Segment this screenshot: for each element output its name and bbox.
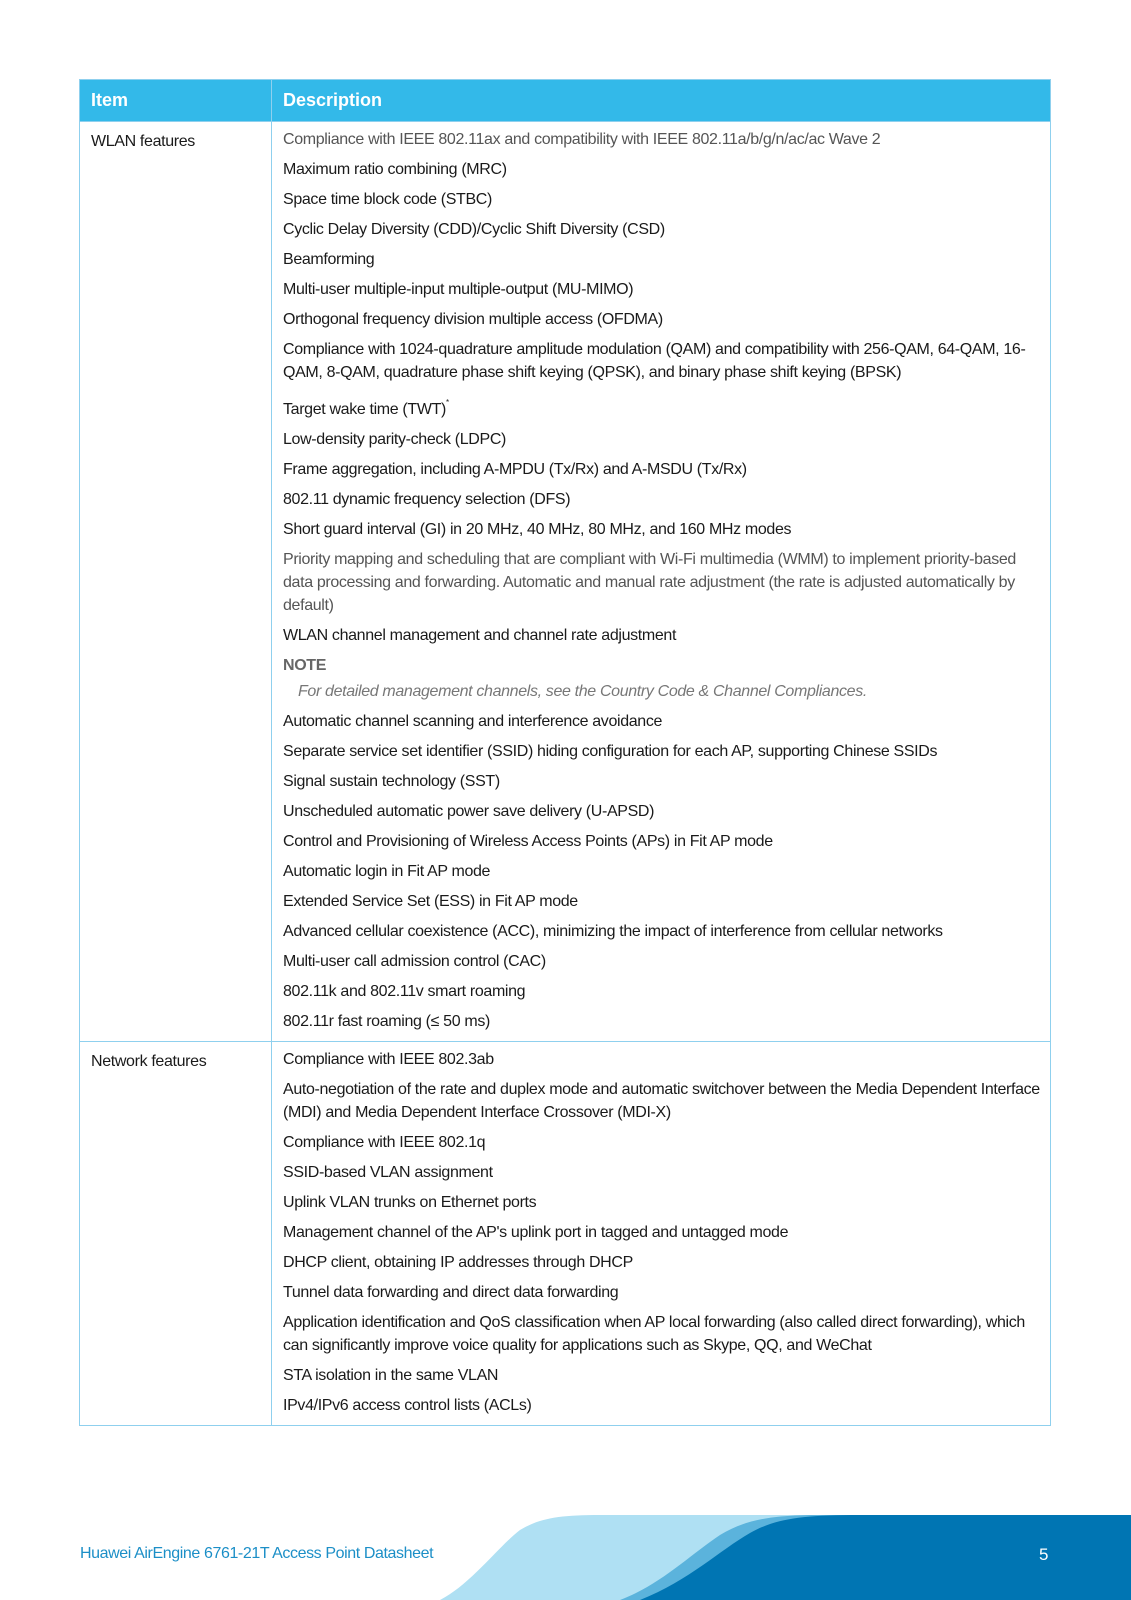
list-item: Uplink VLAN trunks on Ethernet ports bbox=[283, 1194, 537, 1211]
table-row-wlan bbox=[80, 122, 1051, 1042]
feature-list bbox=[283, 1048, 1040, 1417]
list-item: Automatic login in Fit AP mode bbox=[283, 863, 491, 880]
list-item: Compliance with IEEE 802.1q bbox=[283, 1134, 486, 1151]
note-body: For detailed management channels, see the Country Code & Channel Compliances. bbox=[298, 683, 867, 700]
list-item: SSID-based VLAN assignment bbox=[283, 1164, 493, 1181]
list-item: Multi-user call admission control (CAC) bbox=[283, 953, 546, 970]
list-item: Separate service set identifier (SSID) hiding configuration for each AP, supporting Chinese SSIDs bbox=[283, 743, 938, 760]
footer-document-title: Huawei AirEngine 6761-21T Access Point Datasheet bbox=[80, 1545, 434, 1562]
note-title: NOTE bbox=[283, 657, 327, 674]
list-item: Management channel of the AP's uplink port in tagged and untagged mode bbox=[283, 1224, 789, 1241]
feature-list bbox=[283, 128, 1040, 1033]
list-item: Frame aggregation, including A-MPDU (Tx/Rx) and A-MSDU (Tx/Rx) bbox=[283, 461, 747, 478]
list-item: 802.11 dynamic frequency selection (DFS) bbox=[283, 491, 571, 508]
list-item: 802.11k and 802.11v smart roaming bbox=[283, 983, 526, 1000]
list-item: Extended Service Set (ESS) in Fit AP mode bbox=[283, 893, 578, 910]
list-item: IPv4/IPv6 access control lists (ACLs) bbox=[283, 1397, 532, 1414]
list-item: Tunnel data forwarding and direct data forwarding bbox=[283, 1284, 619, 1301]
list-item: WLAN channel management and channel rate adjustment bbox=[283, 627, 677, 644]
list-item: Signal sustain technology (SST) bbox=[283, 773, 500, 790]
footnote-mark: * bbox=[446, 398, 449, 407]
list-item: Unscheduled automatic power save delivery (U-APSD) bbox=[283, 803, 655, 820]
header-item: Item bbox=[80, 80, 272, 122]
list-item: Compliance with IEEE 802.3ab bbox=[283, 1051, 494, 1068]
list-item: Cyclic Delay Diversity (CDD)/Cyclic Shift Diversity (CSD) bbox=[283, 221, 665, 238]
list-item: Automatic channel scanning and interference avoidance bbox=[283, 713, 663, 730]
list-item: DHCP client, obtaining IP addresses through DHCP bbox=[283, 1254, 633, 1271]
header-description: Description bbox=[272, 80, 1051, 122]
list-item: Multi-user multiple-input multiple-output (MU-MIMO) bbox=[283, 281, 634, 298]
list-item: Maximum ratio combining (MRC) bbox=[283, 161, 507, 178]
item-label: WLAN features bbox=[80, 122, 272, 1042]
list-item: Compliance with IEEE 802.11ax and compatibility with IEEE 802.11a/b/g/n/ac/ac Wave 2 bbox=[283, 131, 881, 148]
list-item bbox=[283, 391, 1040, 421]
description-cell bbox=[272, 1042, 1051, 1426]
description-cell bbox=[272, 122, 1051, 1042]
list-item: Application identification and QoS classification when AP local forwarding (also called direct forwarding), which can significantly improve voice quality for applications such as Skype, QQ, and WeChat bbox=[283, 1314, 1025, 1354]
list-item: 802.11r fast roaming (≤ 50 ms) bbox=[283, 1013, 490, 1030]
list-item: Auto-negotiation of the rate and duplex mode and automatic switchover between the Media Dependent Interface (MDI) and Media Dependent Interface Crossover (MDI-X) bbox=[283, 1081, 1040, 1121]
list-item: Short guard interval (GI) in 20 MHz, 40 MHz, 80 MHz, and 160 MHz modes bbox=[283, 521, 792, 538]
list-item-text: Target wake time (TWT) bbox=[283, 401, 446, 418]
list-item: Beamforming bbox=[283, 251, 375, 268]
table-header-row bbox=[80, 80, 1051, 122]
list-item: STA isolation in the same VLAN bbox=[283, 1367, 499, 1384]
list-item: Control and Provisioning of Wireless Access Points (APs) in Fit AP mode bbox=[283, 833, 773, 850]
list-item: Orthogonal frequency division multiple access (OFDMA) bbox=[283, 311, 663, 328]
list-item: Advanced cellular coexistence (ACC), minimizing the impact of interference from cellular networks bbox=[283, 923, 943, 940]
spec-table bbox=[79, 79, 1051, 1426]
list-item: Low-density parity-check (LDPC) bbox=[283, 431, 507, 448]
page-number: 5 bbox=[1039, 1545, 1049, 1564]
list-item: Compliance with 1024-quadrature amplitude modulation (QAM) and compatibility with 256-QAM, 64-QAM, 16-QAM, 8-QAM, quadrature phase shift keying (QPSK), and binary phase shift keying (BPSK) bbox=[283, 341, 1026, 381]
table-row-network bbox=[80, 1042, 1051, 1426]
item-label: Network features bbox=[80, 1042, 272, 1426]
list-item: Space time block code (STBC) bbox=[283, 191, 492, 208]
list-item: Priority mapping and scheduling that are compliant with Wi-Fi multimedia (WMM) to implement priority-based data processing and forwarding. Automatic and manual rate adjustment (the rate is adjusted automatically by default) bbox=[283, 551, 1016, 614]
